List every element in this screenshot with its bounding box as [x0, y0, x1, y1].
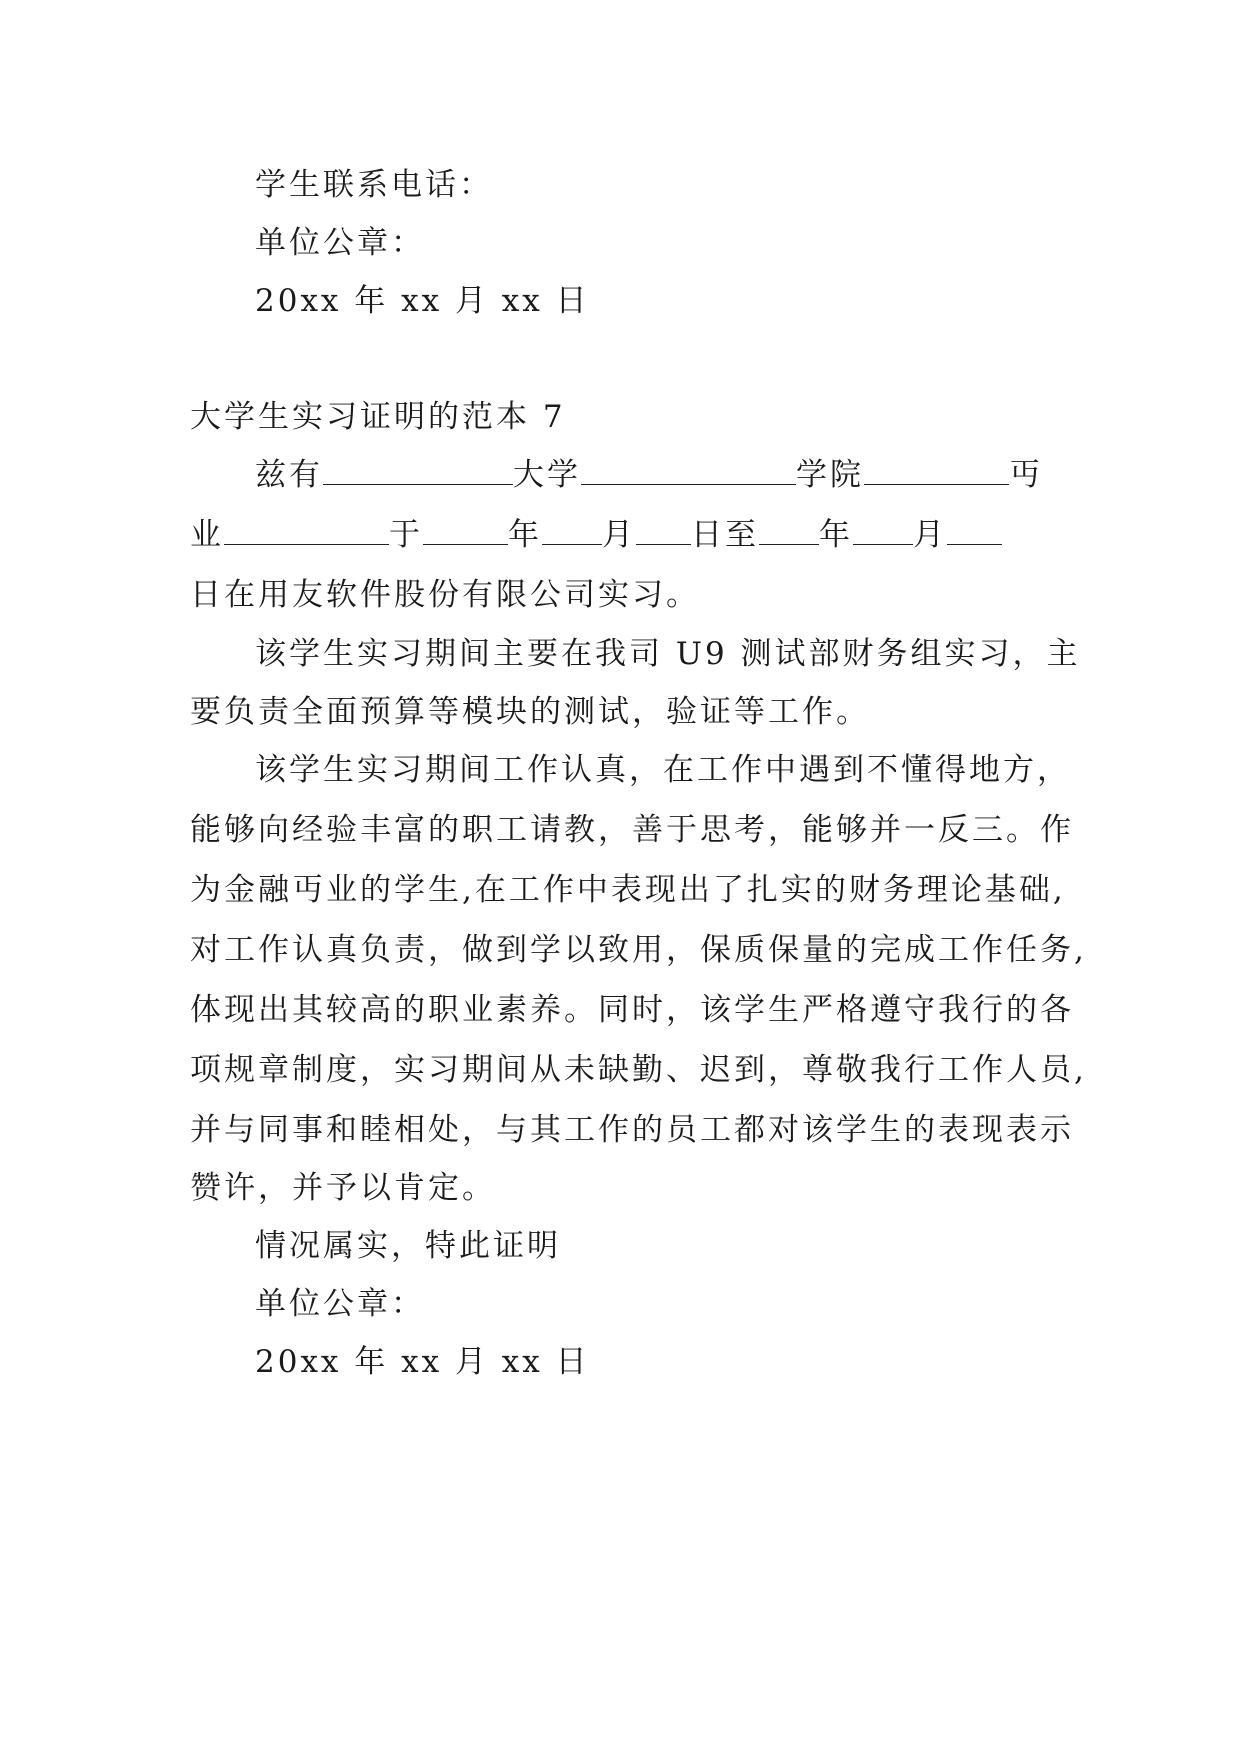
fill-line-2 — [190, 515, 1050, 555]
fill-text: 于 — [389, 517, 423, 553]
blank-field — [853, 516, 913, 545]
fill-text: 年 — [819, 517, 853, 553]
blank-field — [423, 516, 508, 545]
fill-text: 大学 — [513, 457, 581, 493]
paragraph-2-line: 该学生实习期间工作认真，在工作中遇到不懂得地方， — [255, 752, 1071, 788]
fill-text: 兹有 — [255, 457, 323, 493]
phone-label: 学生联系电话： — [255, 167, 493, 203]
fill-text: 业 — [190, 517, 224, 553]
paragraph-1-line: 该学生实习期间主要在我司 U9 测试部财务组实习，主 — [255, 636, 1081, 672]
fill-text: 学院 — [796, 457, 864, 493]
blank-field — [864, 456, 1009, 485]
paragraph-2-line: 项规章制度，实习期间从未缺勤、迟到，尊敬我行工作人员, — [190, 1052, 1087, 1088]
blank-field — [542, 516, 602, 545]
closing-statement: 情况属实，特此证明 — [255, 1228, 561, 1264]
fill-line-3: 日在用友软件股份有限公司实习。 — [190, 577, 700, 613]
blank-field — [636, 516, 691, 545]
blank-field — [581, 456, 796, 485]
fill-text: 月 — [913, 517, 947, 553]
blank-field — [224, 516, 389, 545]
blank-field — [323, 456, 513, 485]
paragraph-2-line: 能够向经验丰富的职工请教，善于思考，能够并一反三。作 — [190, 812, 1074, 848]
seal-label: 单位公章： — [255, 225, 425, 261]
date-line: 20xx 年 xx 月 xx 日 — [255, 1344, 590, 1380]
paragraph-1-line: 要负责全面预算等模块的测试，验证等工作。 — [190, 694, 870, 730]
fill-line-1 — [255, 455, 1055, 495]
paragraph-2-line: 为金融丏业的学生,在工作中表现出了扎实的财务理论基础, — [190, 872, 1066, 908]
seal-label: 单位公章： — [255, 1286, 425, 1322]
blank-field — [947, 516, 1002, 545]
paragraph-2-line: 赞许，并予以肯定。 — [190, 1170, 496, 1206]
fill-text: 日至 — [691, 517, 759, 553]
paragraph-2-line: 体现出其较高的职业素养。同时，该学生严格遵守我行的各 — [190, 992, 1074, 1028]
paragraph-2-line: 并与同事和睦相处，与其工作的员工都对该学生的表现表示 — [190, 1112, 1074, 1148]
fill-text: 丏 — [1009, 457, 1043, 493]
blank-field — [759, 516, 819, 545]
fill-text: 月 — [602, 517, 636, 553]
paragraph-2-line: 对工作认真负责，做到学以致用，保质保量的完成工作任务, — [190, 932, 1087, 968]
date-line: 20xx 年 xx 月 xx 日 — [255, 283, 590, 319]
fill-text: 年 — [508, 517, 542, 553]
section-title: 大学生实习证明的范本 7 — [190, 399, 566, 435]
